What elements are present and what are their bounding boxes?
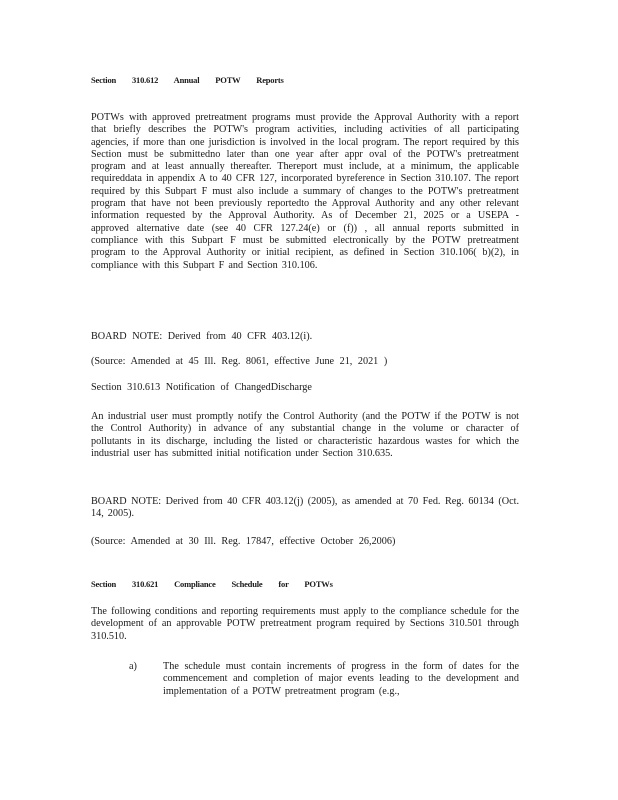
section-310-621-body: The following conditions and reporting requirements must apply to the compliance schedule for the development of an approvable POTW pretreatment program required by Sections 310.501 through 310.510. — [91, 606, 519, 642]
section-310-612-body: POTWs with approved pretreatment programs must provide the Approval Authority with a report that briefly describes the POTW's program activities, including activities of all participating agencies, if more than one jurisdiction is involved in the local program. The report required by this Section must be submittedno later than one year after appr oval of the POTW's pretreatment program and at least annually thereafter. Thereport must include, at a minimum, the applicable requireddata in appendix A to 40 CFR 127, incorporated byreference in Section 310.107. The report required by this Subpart F must also include a summary of changes to the POTW's pretreatment program that have not been previously reportedto the Approval Authority and any other relevant information requested by the Approval Authority. As of December 21, 2025 or a USEPA - approved alternative date (see 40 CFR 127.24(e) or (f)) , all annual reports submitted in compliance with this Subpart F must be submitted electronically by the POTW pretreatment program to the Approval Authority or initial recipient, as defined in Section 310.106( b)(2), in compliance with this Subpart F and Section 310.106. — [91, 112, 519, 271]
section-310-613-board-note: BOARD NOTE: Derived from 40 CFR 403.12(j) (2005), as amended at 70 Fed. Reg. 60134 (Oct. 14, 2005). — [91, 496, 519, 520]
section-310-613-heading: Section 310.613 Notification of ChangedDischarge — [91, 382, 312, 393]
section-310-613-source: (Source: Amended at 30 Ill. Reg. 17847, effective October 26,2006) — [91, 536, 396, 547]
item-a-label: a) — [129, 661, 137, 672]
section-310-612-source: (Source: Amended at 45 Ill. Reg. 8061, effective June 21, 2021 ) — [91, 356, 388, 367]
section-310-613-body: An industrial user must promptly notify the Control Authority (and the POTW if the POTW is not the Control Authority) in advance of any substantial change in the volume or character of pollutants in its discharge, including the listed or characteristic hazardous wastes for which the industrial user has submitted initial notification under Section 310.635. — [91, 411, 519, 459]
section-310-612-heading: Section 310.612 Annual POTW Reports — [91, 75, 284, 85]
section-310-621-heading: Section 310.621 Compliance Schedule for POTWs — [91, 579, 333, 589]
item-a-text: The schedule must contain increments of progress in the form of dates for the commencement and completion of major events leading to the development and implementation of a POTW pretreatment program (e.g., — [163, 661, 519, 697]
section-310-612-board-note: BOARD NOTE: Derived from 40 CFR 403.12(i). — [91, 331, 313, 342]
